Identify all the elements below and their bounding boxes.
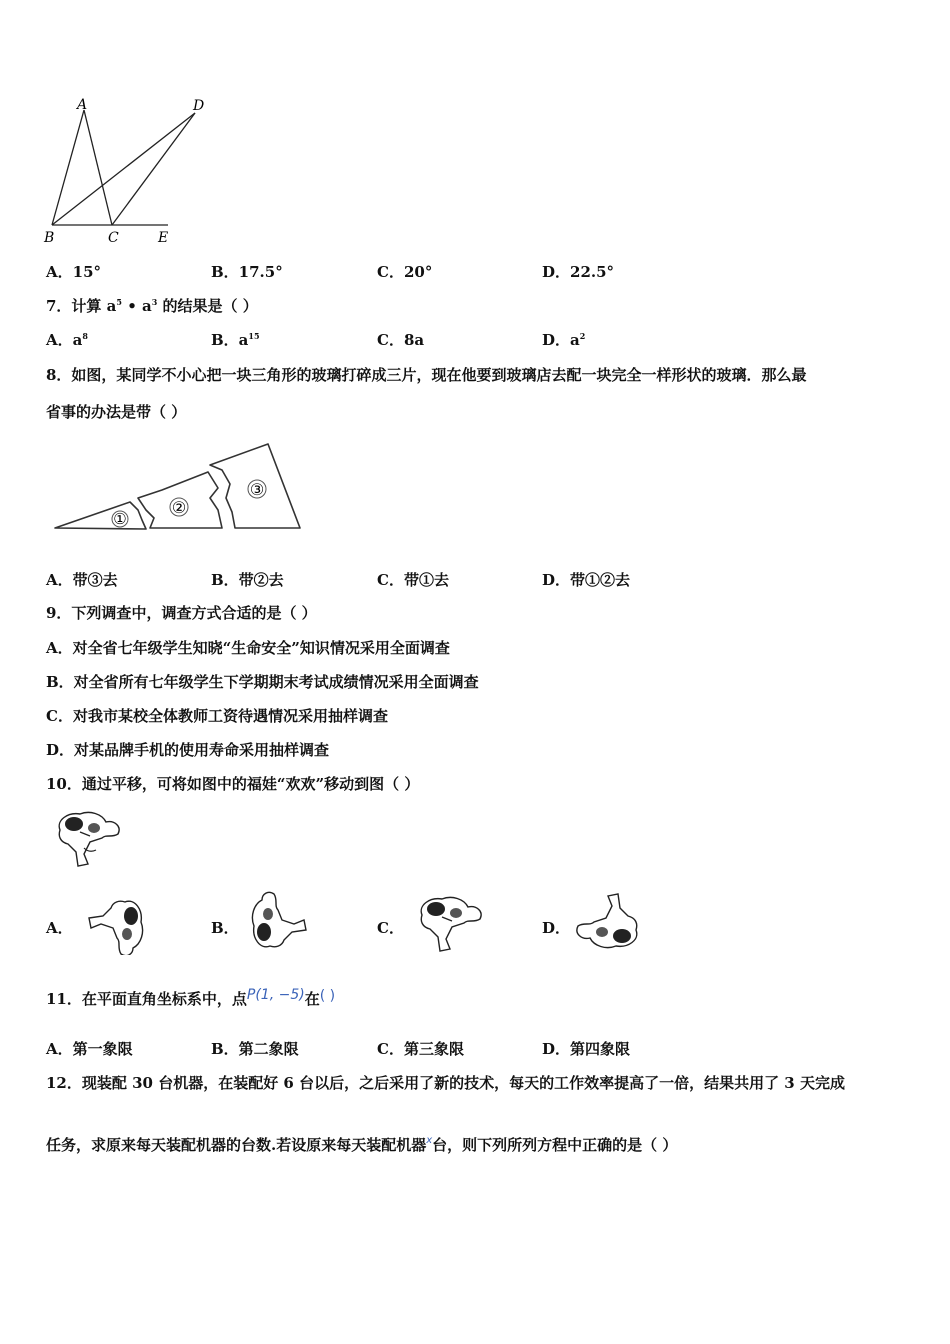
q10-option-a[interactable]: A． <box>46 919 73 937</box>
q7-option-d[interactable]: D．$a^2$ <box>542 331 586 349</box>
vertex-label-b: B <box>44 230 55 246</box>
q11-point-formula: P(1, −5) <box>246 987 305 1003</box>
q6-option-d[interactable]: D．22.5° <box>542 263 615 281</box>
vertex-label-a: A <box>77 97 88 113</box>
q11-option-a[interactable]: A．第一象限 <box>46 1040 133 1058</box>
triangle-figure-q6 <box>40 92 230 252</box>
q6-option-a[interactable]: A．15° <box>46 263 102 281</box>
q11-option-d[interactable]: D．第四象限 <box>542 1040 631 1058</box>
q10-option-b[interactable]: B． <box>211 919 239 937</box>
q9-option-d[interactable]: D．对某品牌手机的使用寿命采用抽样调查 <box>46 741 330 759</box>
q9-option-a[interactable]: A．对全省七年级学生知晓“生命安全”知识情况采用全面调查 <box>46 639 450 657</box>
mascot-original-image <box>50 808 125 870</box>
mascot-option-b-image[interactable] <box>240 890 320 954</box>
q7-option-c[interactable]: C．8a <box>377 331 425 349</box>
q7-option-b[interactable]: B．$a^{15}$ <box>211 331 260 349</box>
mascot-option-a-image[interactable] <box>80 893 152 955</box>
mascot-option-c-image[interactable] <box>410 893 488 955</box>
q9-stem: 9．下列调查中，调查方式合适的是（ ） <box>46 604 317 622</box>
q8-option-d[interactable]: D．带①②去 <box>542 571 631 589</box>
q11-option-c[interactable]: C．第三象限 <box>377 1040 464 1058</box>
piece-label-1: ① <box>113 510 127 528</box>
vertex-label-d: D <box>193 98 205 114</box>
q9-option-c[interactable]: C．对我市某校全体教师工资待遇情况采用抽样调查 <box>46 707 388 725</box>
q12-stem-line1: 12．现装配 30 台机器，在装配好 6 台以后，之后采用了新的技术，每天的工作效率提高了一倍，结果共用了 3 天完成 <box>46 1074 845 1092</box>
q11-stem: 11．在平面直角坐标系中，点P(1, −5)在( ) <box>46 987 336 1008</box>
q10-stem: 10．通过平移，可将如图中的福娃“欢欢”移动到图（ ） <box>46 775 420 793</box>
mascot-option-d-image[interactable] <box>572 888 648 954</box>
q6-option-c[interactable]: C．20° <box>377 263 433 281</box>
q8-stem-line1: 8．如图，某同学不小心把一块三角形的玻璃打碎成三片，现在他要到玻璃店去配一块完全一样形状的玻璃．那么最 <box>46 366 807 384</box>
q10-option-d[interactable]: D． <box>542 919 571 937</box>
vertex-label-e: E <box>158 230 169 246</box>
q12-stem-line2: 任务，求原来每天装配机器的台数.若设原来每天装配机器$^x$台，则下列所列方程中正确的是（ ） <box>46 1135 678 1154</box>
q7-stem: 7．计算 $a^5$ • $a^3$ 的结果是（ ） <box>46 297 258 315</box>
q8-option-b[interactable]: B．带②去 <box>211 571 284 589</box>
q8-option-c[interactable]: C．带①去 <box>377 571 449 589</box>
q9-option-b[interactable]: B．对全省所有七年级学生下学期期末考试成绩情况采用全面调查 <box>46 673 479 691</box>
q10-option-c[interactable]: C． <box>377 919 404 937</box>
q6-option-b[interactable]: B．17.5° <box>211 263 283 281</box>
vertex-label-c: C <box>108 230 119 246</box>
q7-option-a[interactable]: A．$a^8$ <box>46 331 88 349</box>
piece-label-3: ③ <box>249 480 265 499</box>
q11-option-b[interactable]: B．第二象限 <box>211 1040 299 1058</box>
broken-glass-figure-q8 <box>50 440 310 540</box>
q12-variable-x: x <box>426 1135 433 1146</box>
piece-label-2: ② <box>171 498 187 517</box>
q11-answer-paren: ( ) <box>319 988 336 1004</box>
q8-stem-line2: 省事的办法是带（ ） <box>46 403 187 421</box>
q8-option-a[interactable]: A．带③去 <box>46 571 118 589</box>
